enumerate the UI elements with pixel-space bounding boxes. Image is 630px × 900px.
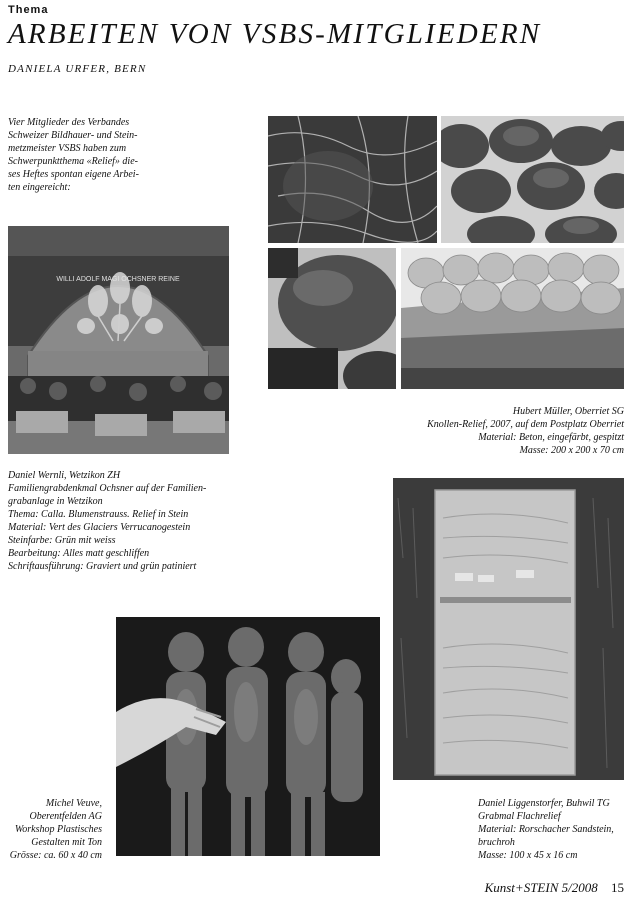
magazine-plus: + <box>514 880 524 895</box>
caption-line: Grabmal Flachrelief <box>478 811 561 822</box>
intro-line: metzmeister VSBS haben zum <box>8 143 127 154</box>
caption-line: Daniel Liggenstorfer, Buhwil TG <box>478 798 610 809</box>
magazine-name-part1: Kunst <box>484 880 515 895</box>
photo-mueller-detail-3 <box>268 248 396 389</box>
caption-line: Material: Beton, eingefärbt, gespitzt <box>478 432 624 443</box>
magazine-name-part2: STEIN <box>523 880 559 895</box>
caption-line: Masse: 100 x 45 x 16 cm <box>478 850 578 861</box>
caption-line: Schriftausführung: Graviert und grün patiniert <box>8 561 197 572</box>
caption-line: Workshop Plastisches <box>14 824 102 835</box>
intro-text <box>8 116 158 194</box>
caption-wernli <box>8 469 206 573</box>
page-footer <box>485 880 624 896</box>
photo-mueller-overview <box>401 248 624 389</box>
caption-line: Knollen-Relief, 2007, auf dem Postplatz Oberriet <box>427 419 624 430</box>
photo-veuve-clay-figures <box>116 617 380 856</box>
caption-line: Steinfarbe: Grün mit weiss <box>8 535 116 546</box>
intro-line: Schwerpunktthema «Relief» die- <box>8 156 138 167</box>
photo-mueller-detail-2 <box>441 116 624 243</box>
caption-line: bruchroh <box>478 837 515 848</box>
photo-mueller-detail-1 <box>268 116 437 243</box>
photo-gravestone-wernli <box>8 226 229 454</box>
photo-liggenstorfer-stone <box>393 478 624 780</box>
caption-veuve <box>10 797 102 862</box>
issue-number: 5/2008 <box>561 880 598 895</box>
article-author: DANIELA URFER, BERN <box>8 63 147 75</box>
caption-mueller <box>427 405 624 457</box>
intro-line: ten eingereicht: <box>8 182 71 193</box>
caption-line: Material: Vert des Glaciers Verrucanogestein <box>8 522 191 533</box>
intro-line: ses Heftes spontan eigene Arbei- <box>8 169 139 180</box>
section-label: Thema <box>8 4 49 16</box>
caption-line: Masse: 200 x 200 x 70 cm <box>519 445 624 456</box>
caption-line: Michel Veuve, <box>45 798 102 809</box>
caption-line: Material: Rorschacher Sandstein, <box>478 824 614 835</box>
intro-line: Schweizer Bildhauer- und Stein- <box>8 130 138 141</box>
caption-line: Bearbeitung: Alles matt geschliffen <box>8 548 150 559</box>
caption-line: Familiengrabdenkmal Ochsner auf der Familien- <box>8 483 207 494</box>
gravestone-inscription: WILLI ADOLF MAGI OCHSNER REINE <box>56 276 180 283</box>
page-number: 15 <box>611 880 624 895</box>
caption-liggenstorfer <box>478 797 614 862</box>
caption-line: Grösse: ca. 60 x 40 cm <box>9 850 102 861</box>
caption-line: Thema: Calla. Blumenstrauss. Relief in Stein <box>8 509 189 520</box>
caption-line: Hubert Müller, Oberriet SG <box>512 406 624 417</box>
article-title: ARBEITEN VON VSBS-MITGLIEDERN <box>8 18 542 50</box>
caption-line: Daniel Wernli, Wetzikon ZH <box>8 470 121 481</box>
intro-line: Vier Mitglieder des Verbandes <box>8 117 130 128</box>
caption-line: grabanlage in Wetzikon <box>8 496 103 507</box>
caption-line: Gestalten mit Ton <box>31 837 102 848</box>
caption-line: Oberentfelden AG <box>29 811 102 822</box>
